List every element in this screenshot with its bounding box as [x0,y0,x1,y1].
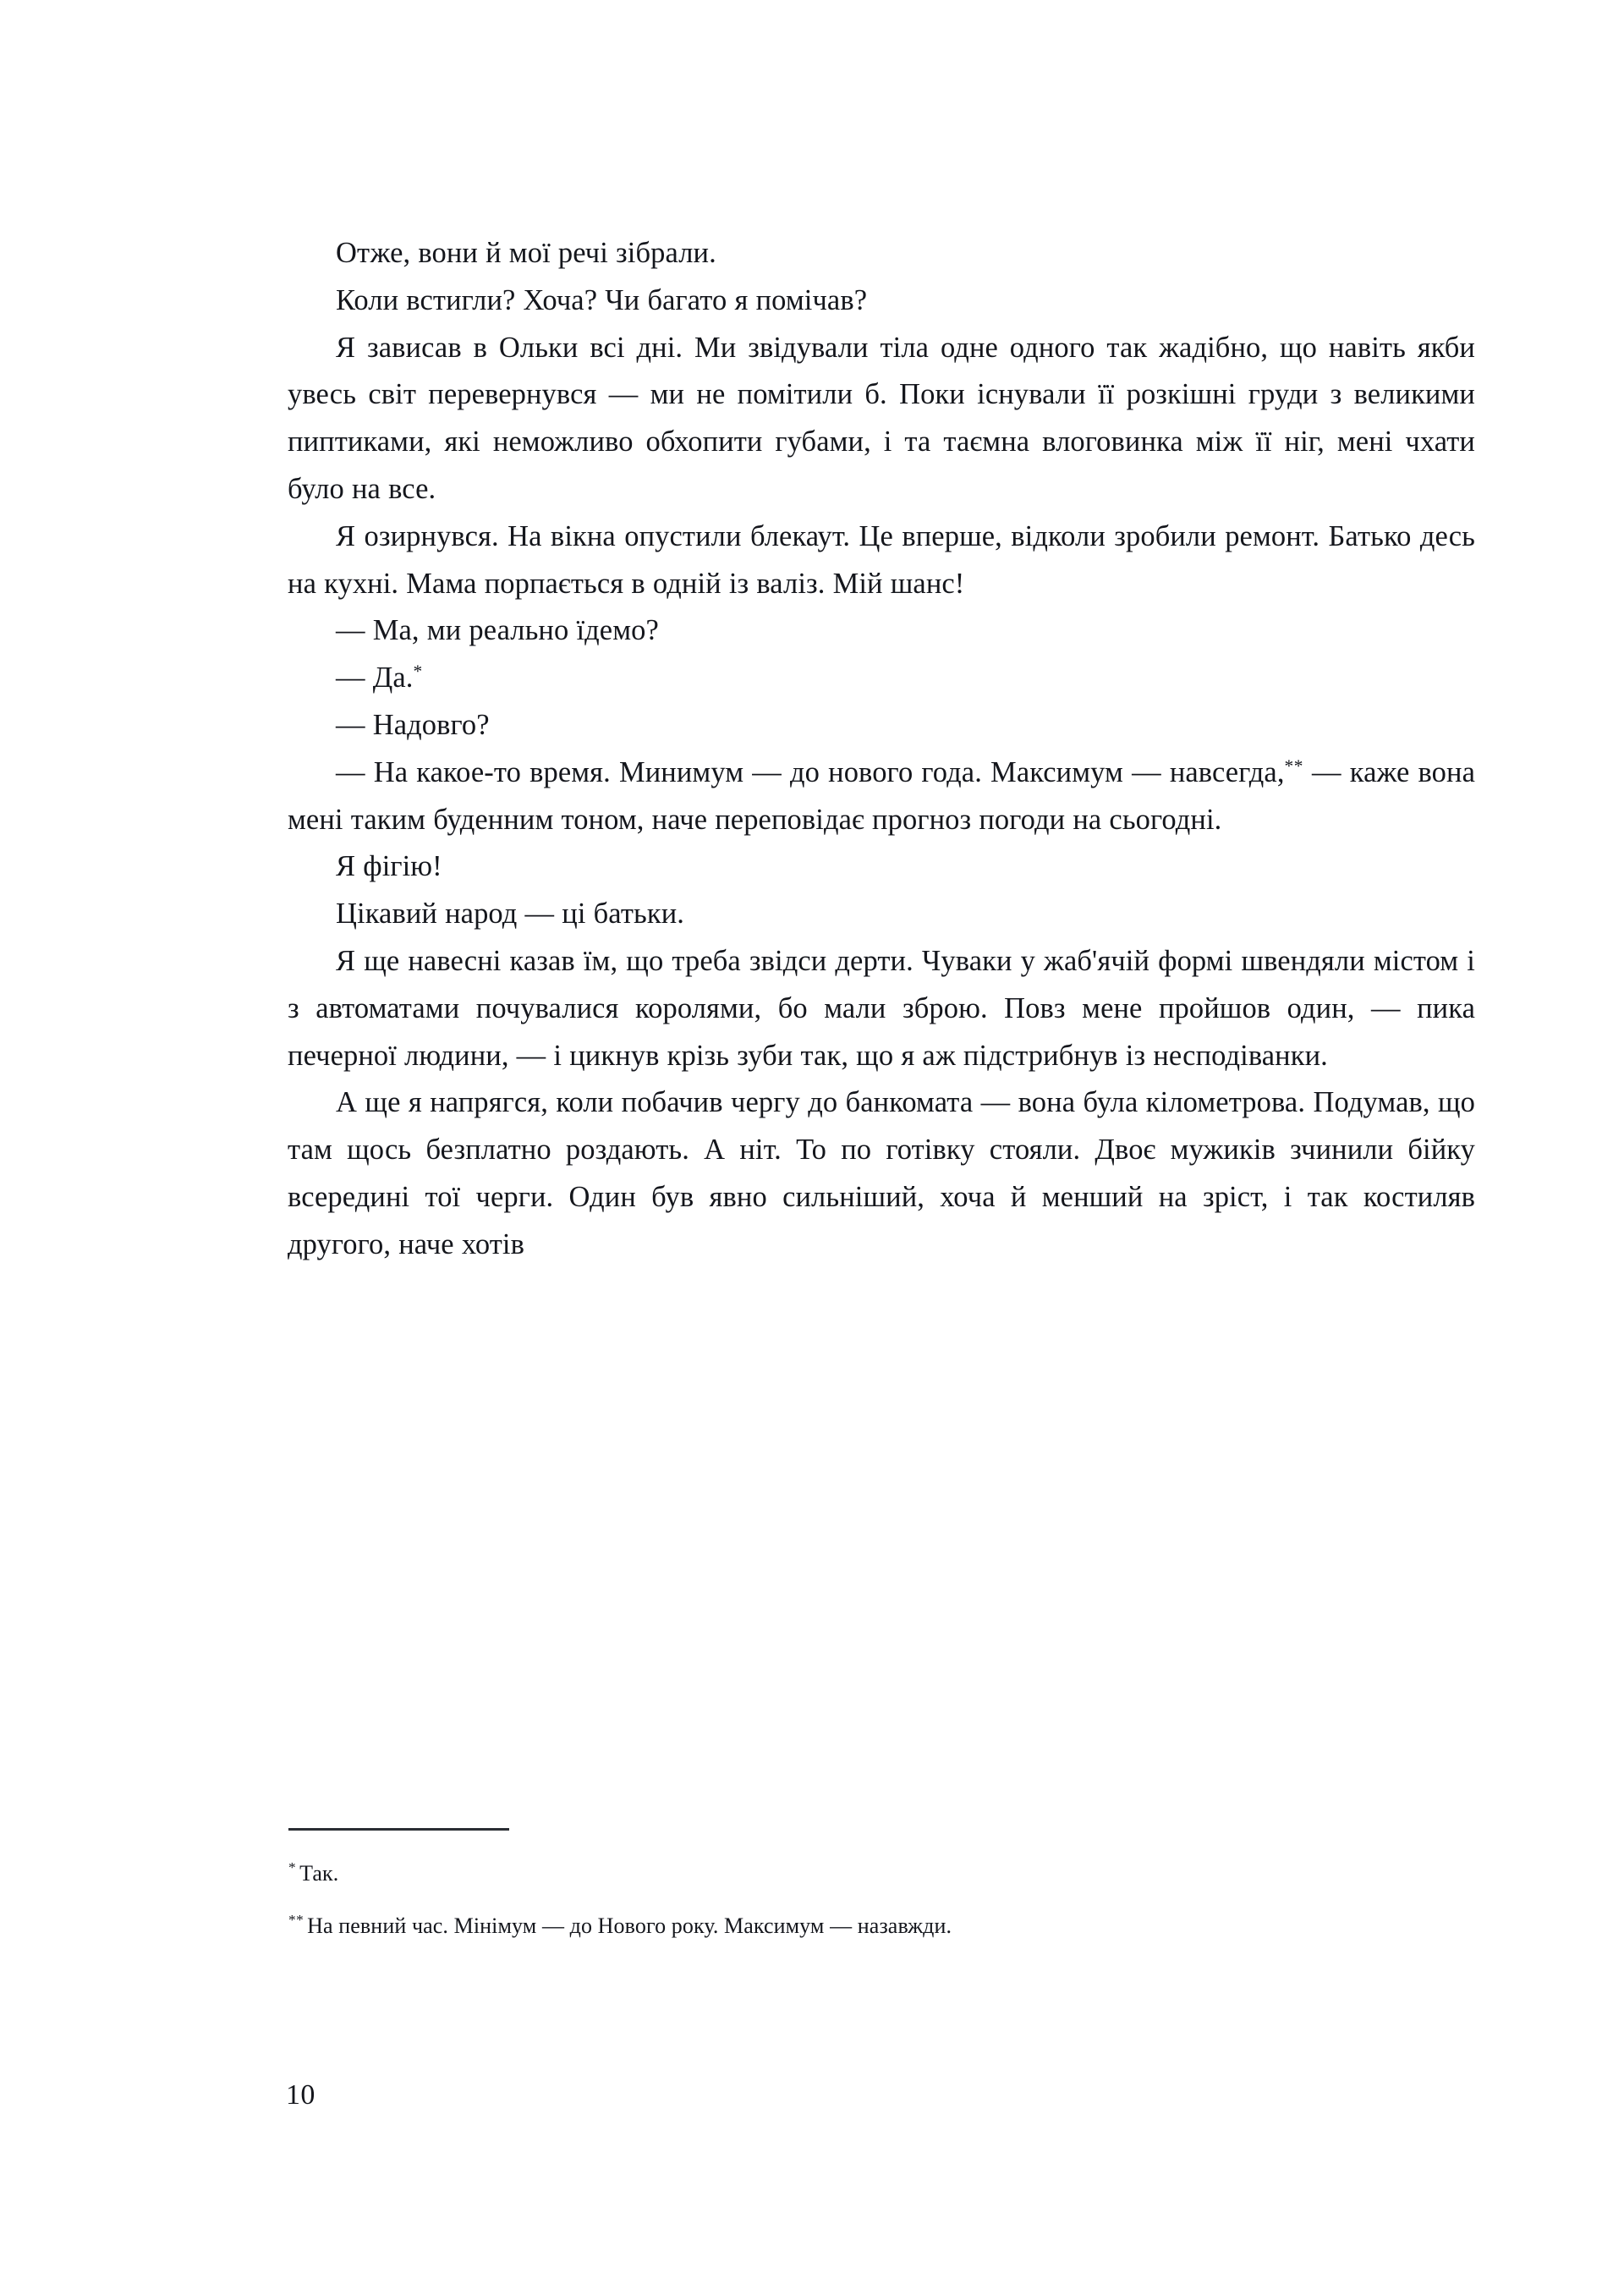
paragraph: Коли встигли? Хоча? Чи багато я помічав? [336,283,868,316]
footnote-marker: * [288,1858,297,1875]
paragraph-dialogue-with-footnote [288,749,1475,844]
paragraph-dialogue: — Ма, ми реально їдемо? [336,614,659,647]
paragraph-dialogue-with-footnote [288,655,1475,702]
paragraph: Отже, вони й мої речі зібрали. [336,237,716,269]
footnote-item [288,1912,1476,1941]
paragraph-dialogue: — Надовго? [336,708,490,741]
footnote-separator-rule [288,1828,509,1831]
paragraph: Цікавий народ — ці батьки. [336,898,684,931]
paragraph: А ще я напрягся, коли побачив чергу до банкомата — вона була кілометрова. Подумав, що там щось безплатно роздають. А ніт. То по готівку стояли. Двоє мужиків зчинили бійку всередині тої черги. Один був явно сильніший, хоча й менший на зріст, і так костиляв другого, наче хотів [288,1086,1475,1260]
footnote-marker: ** [288,1911,304,1928]
dialogue-text: — Да. [336,662,414,695]
paragraph: Я озирнувся. На вікна опустили блекаут. Це вперше, відколи зробили ремонт. Батько десь на кухні. Мама порпається в одній із валіз. Мій шанс! [288,519,1475,600]
footnote-text: На певний час. Мінімум — до Нового року. Максимум — назавжди. [307,1913,952,1938]
footnote-item [288,1859,1476,1888]
paragraph: Я фігію! [336,850,442,883]
footnote-marker-2[interactable]: ** [1284,755,1303,777]
body-text-block [288,230,1475,1269]
paragraph: Я зависав в Ольки всі дні. Ми звідували тіла одне одного так жадібно, що навіть якби увесь світ перевернувся — ми не помітили б. Поки існували її розкішні груди з великими пиптиками, які неможливо обхопити губами, і та таємна влоговинка між її ніг, мені чхати було на все. [288,331,1475,505]
footnote-marker-1[interactable]: * [413,661,423,682]
footnote-text: Так. [299,1861,339,1886]
dialogue-text-continued: — каже вона мені таким буденним тоном, наче переповідає прогноз погоди на сьогодні. [288,755,1475,836]
paragraph: Я ще навесні казав їм, що треба звідси дерти. Чуваки у жаб'ячій формі швендяли містом і з автоматами почувалися королями, бо мали зброю. Повз мене пройшов один, — пика печерної людини, — і цикнув крізь зуби так, що я аж підстрибнув із несподіванки. [288,944,1475,1072]
dialogue-text: — На какое-то время. Минимум — до нового года. Максимум — навсегда, [336,755,1285,788]
footnotes-block [288,1859,1476,1941]
page-number: 10 [286,2079,315,2111]
